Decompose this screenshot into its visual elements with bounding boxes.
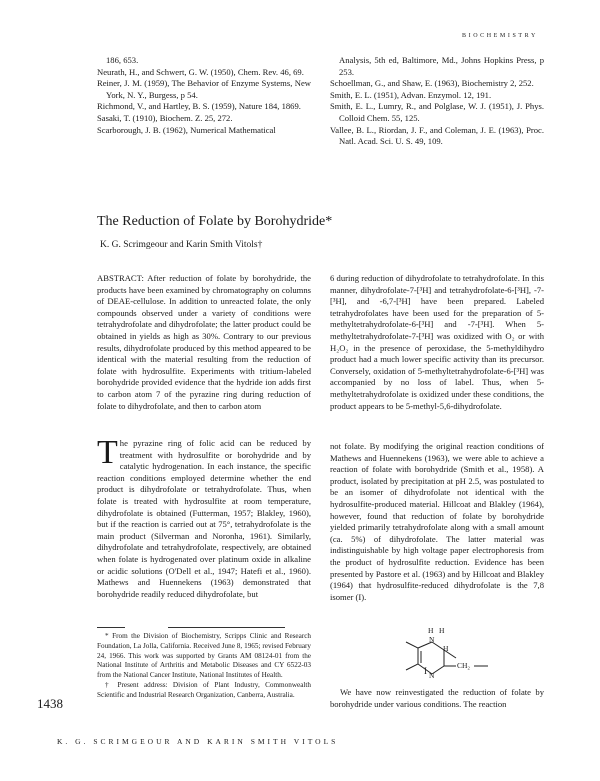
reference: Analysis, 5th ed, Baltimore, Md., Johns Hopkins Press, p 253. bbox=[339, 55, 544, 77]
reference: Smith, E. L., Lumry, R., and Polglase, W. J. (1951), J. Phys. Colloid Chem. 55, 125. bbox=[330, 101, 544, 123]
reference: Neurath, H., and Schwert, G. W. (1950), Chem. Rev. 46, 69. bbox=[97, 66, 304, 77]
reference: Richmond, V., and Hartley, B. S. (1959), Nature 184, 1869. bbox=[97, 101, 301, 112]
journal-header: BIOCHEMISTRY bbox=[462, 33, 538, 39]
chemical-structure-diagram bbox=[400, 620, 510, 682]
atom-h: H bbox=[428, 626, 434, 635]
body-text: he pyrazine ring of folic acid can be reduced by treatment with hydrosulfite or borohydride and by catalytic hydrogenation. In each instance, the specific reaction conditions employed determine whether the end product is dihydrofolate or tetrahydrofolate. Thus, when folate is treated with hydrosulfite at room temperature, dihydrofolate is obtained (Futterman, 1957; Blakley, 1960), but if the reaction is carried out at 75°, tetrahydrofolate is the main product (Silverman and Noronha, 1961). Similarly, dihydrofolate and tetrahydrofolate, respectively, are obtained when folate is hydrogenated over platinum oxide in alkaline or acidic solutions (O'Dell et al., 1947; Hatefi et al., 1960). Mathews and Huennekens (1963) demonstrated that borohydride readily reduced dihydrofolate, but bbox=[97, 438, 311, 599]
drop-cap: T bbox=[97, 434, 118, 471]
atom-n: N bbox=[429, 635, 435, 644]
atom-ch2: CH₂ bbox=[457, 661, 471, 670]
abstract-left bbox=[97, 273, 311, 412]
reference: Scarborough, J. B. (1962), Numerical Mathematical bbox=[97, 124, 276, 135]
abstract-label: ABSTRACT: bbox=[97, 273, 144, 283]
footnotes bbox=[97, 632, 311, 701]
article-title: The Reduction of Folate by Borohydride* bbox=[97, 214, 333, 229]
page-number: 1438 bbox=[37, 696, 63, 711]
reference: Schoellman, G., and Shaw, E. (1963), Biochemistry 2, 252. bbox=[330, 78, 534, 89]
reference: Reiner, J. M. (1959), The Behavior of Enzyme Systems, New York, N. Y., Burgess, p 54. bbox=[97, 78, 311, 100]
reference: Sasaki, T. (1910), Biochem. Z. 25, 272. bbox=[97, 112, 233, 123]
abstract-right: 6 during reduction of dihydrofolate to tetrahydrofolate. In this manner, dihydrofolate-7-[³H] and tetrahydrofolate-6-[³H], -7-[³H], and -6,7-[³H] have been prepared. Labeled tetrahydrofolates have been used for the preparation of 5-methyltetrahydrofolate-6-[³H] and -7-[³H]. When 5-methyltetrahydrofolate-7-[³H] was oxidized with O₂ or with H₂O₂ in the presence of peroxidase, the 5-methyldihydro product had a much lower specific activity than its precursor. Conversely, oxidation of 5-methyltetrahydrofolate-6-[³H] was accompanied by no loss of label. Thus, when 5-methyltetrahydrofolate is oxidized under these conditions, the product appears to be 5-methyl-5,6-dihydrofolate. bbox=[330, 273, 544, 411]
references-right bbox=[330, 55, 544, 148]
running-footer: K. G. SCRIMGEOUR AND KARIN SMITH VITOLS bbox=[57, 737, 339, 746]
reference: Smith, E. L. (1951), Advan. Enzymol. 12, 191. bbox=[330, 89, 492, 100]
article-authors: K. G. Scrimgeour and Karin Smith Vitols† bbox=[100, 240, 263, 250]
body-right: not folate. By modifying the original reaction conditions of Mathews and Huennekens (1963), we were able to achieve a reaction of folate with borohydride (Smith et al., 1958). A product, isolated by precipitation at pH 2.5, was postulated to be an isomer of dihydrofolate not identical with the hydrosulfite-produced material. Hillcoat and Blakley (1964), however, found that reduction of folate by borohydride yielded primarily tetrahydrofolate along with a small amount (ca. 5%) of dihydrofolate. The latter material was indistinguishable by high voltage paper electrophoresis from the product of hydrosulfite reduction. Evidence has been presented by Pastore et al. (1963) and by Hillcoat and Blakley (1964) that hydrosulfite-reduced dihydrofolate is the 7,8 isomer (I). bbox=[330, 441, 544, 602]
footnote-rule bbox=[97, 627, 125, 628]
footnote: † Present address: Division of Plant Industry, Commonwealth Scientific and Industrial Research Organization, Canberra, Australia. bbox=[97, 680, 311, 699]
body-left bbox=[97, 434, 311, 600]
references-left bbox=[97, 55, 311, 136]
atom-n: N bbox=[429, 671, 435, 680]
atom-h: H bbox=[443, 644, 449, 653]
body-right-continued: We have now reinvestigated the reduction of folate by borohydride under various conditions. The reaction bbox=[330, 687, 544, 709]
footnote: * From the Division of Biochemistry, Scripps Clinic and Research Foundation, La Jolla, California. Received June 8, 1965; revised February 24, 1966. This work was supported by Grants AM 08124-01 from the National Institute of Arthritis and Metabolic Diseases and CY 6522-03 from the National Cancer Institute, National Institutes of Health. bbox=[97, 632, 311, 680]
abstract-text: After reduction of folate by borohydride, the products have been examined by chromatography on columns of DEAE-cellulose. In addition to unreacted folate, the only compounds observed under a variety of conditions were tetrahydrofolate and dihydrofolate; the latter product could be obtained in yields as high as 30%. Contrary to our previous results, dihydrofolate produced by this method appeared to be identical with the material resulting from the reduction of folate with hydrosulfite. Experiments with tritium-labeled borohydride provided evidence that the hydride ion adds first to carbon atom 7 of the pyrazine ring during reduction of folate to dihydrofolate, and then to carbon atom bbox=[97, 273, 311, 411]
atom-h: H bbox=[439, 626, 445, 635]
reference: 186, 653. bbox=[106, 55, 139, 65]
structure-label: I bbox=[424, 666, 427, 676]
footnote-rule bbox=[168, 627, 285, 628]
reference: Vallee, B. L., Riordan, J. F., and Coleman, J. E. (1963), Proc. Natl. Acad. Sci. U. S. 49, 109. bbox=[330, 124, 544, 147]
